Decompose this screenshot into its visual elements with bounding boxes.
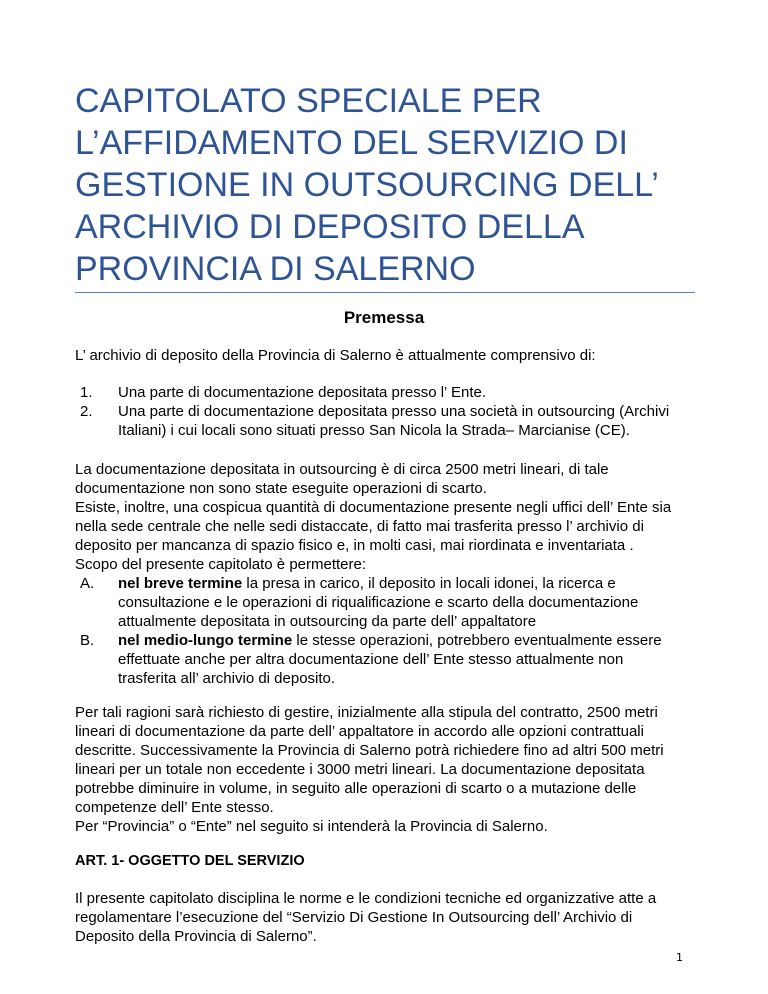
numbered-list-item <box>80 402 710 440</box>
lettered-list-item <box>80 574 710 631</box>
text-fragment: la presa in carico, il deposito in locali idonei, la ricerca e <box>242 575 616 592</box>
text-line: effettuate anche per altra documentazione dell’ Ente stesso attualmente non <box>118 651 624 668</box>
text-line: Deposito della Provincia di Salerno”. <box>75 928 317 945</box>
list-item-text <box>118 383 710 402</box>
title-line: ARCHIVIO DI DEPOSITO DELLA <box>75 208 585 246</box>
article-1-heading: ART. 1- OGGETTO DEL SERVIZIO <box>75 853 305 869</box>
text-line: descritte. Successivamente la Provincia di Salerno potrà richiedere fino ad altri 500 metri <box>75 742 664 759</box>
text-line: lineari per un totale non eccedente i 3000 metri lineari. La documentazione depositata <box>75 761 645 778</box>
title-line: GESTIONE IN OUTSOURCING DELL’ <box>75 166 659 204</box>
list-marker: 2. <box>80 403 93 420</box>
text-line: Per “Provincia” o “Ente” nel seguito si intenderà la Provincia di Salerno. <box>75 818 548 835</box>
text-line: La documentazione depositata in outsourcing è di circa 2500 metri lineari, di tale <box>75 461 609 478</box>
list-marker: B. <box>80 632 95 649</box>
text-line: consultazione e le operazioni di riqualificazione e scarto della documentazione <box>118 594 639 611</box>
text-line <box>118 631 710 650</box>
text-line: nella sede centrale che nelle sedi distaccate, di fatto mai trasferita presso l’ archivio di <box>75 518 644 535</box>
text-line: lineari di documentazione da parte dell’ appaltatore in accordo alle opzioni contrattuali <box>75 723 644 740</box>
list-marker: 1. <box>80 384 93 401</box>
list-marker: A. <box>80 575 95 592</box>
lettered-list-item <box>80 631 710 688</box>
text-line: competenze dell’ Ente stesso. <box>75 799 274 816</box>
text-line: attualmente depositata in outsourcing da parte dell’ appaltatore <box>118 613 537 630</box>
intro-paragraph: L’ archivio di deposito della Provincia di Salerno è attualmente comprensivo di: <box>75 347 596 364</box>
premessa-heading: Premessa <box>343 308 425 327</box>
paragraph-requirements <box>75 703 700 836</box>
text-line: Scopo del presente capitolato è permettere: <box>75 556 367 573</box>
text-line: Il presente capitolato disciplina le norme e le condizioni tecniche ed organizzative atte a <box>75 890 657 907</box>
text-line: deposito per mancanza di spazio fisico e, in molti casi, mai riordinata e inventariata . <box>75 537 634 554</box>
text-line: Italiani) i cui locali sono situati presso San Nicola la Strada– Marcianise (CE). <box>118 422 630 439</box>
list-item-text <box>118 631 710 688</box>
bold-phrase: nel breve termine <box>118 575 243 592</box>
text-line: Una parte di documentazione depositata presso l’ Ente. <box>118 384 487 401</box>
page-number: 1 <box>676 951 683 964</box>
title-line: CAPITOLATO SPECIALE PER <box>75 82 542 120</box>
text-line: potrebbe diminuire in volume, in seguito alle operazioni di scarto o a mutazione delle <box>75 780 637 797</box>
title-line: L’AFFIDAMENTO DEL SERVIZIO DI <box>75 124 628 162</box>
list-item-text <box>118 574 710 631</box>
article-1-paragraph <box>75 889 700 946</box>
text-line <box>118 574 710 593</box>
text-line: Esiste, inoltre, una cospicua quantità di documentazione presente negli uffici dell’ Ente sia <box>75 499 672 516</box>
title-line: PROVINCIA DI SALERNO <box>75 250 476 288</box>
text-line: Per tali ragioni sarà richiesto di gestire, inizialmente alla stipula del contratto, 2500 metri <box>75 704 658 721</box>
text-line: regolamentare l’esecuzione del “Servizio Di Gestione In Outsourcing dell’ Archivio di <box>75 909 633 926</box>
paragraph-scope <box>75 460 700 574</box>
list-item-text <box>118 402 710 440</box>
numbered-list-item <box>80 383 710 402</box>
document-title <box>75 80 715 290</box>
title-underline-rule <box>75 292 695 293</box>
text-line: Una parte di documentazione depositata presso una società in outsourcing (Archivi <box>118 403 670 420</box>
text-line: trasferita all’ archivio di deposito. <box>118 670 336 687</box>
bold-phrase: nel medio-lungo termine <box>118 632 293 649</box>
text-line: documentazione non sono state eseguite operazioni di scarto. <box>75 480 487 497</box>
text-fragment: le stesse operazioni, potrebbero eventualmente essere <box>292 632 662 649</box>
